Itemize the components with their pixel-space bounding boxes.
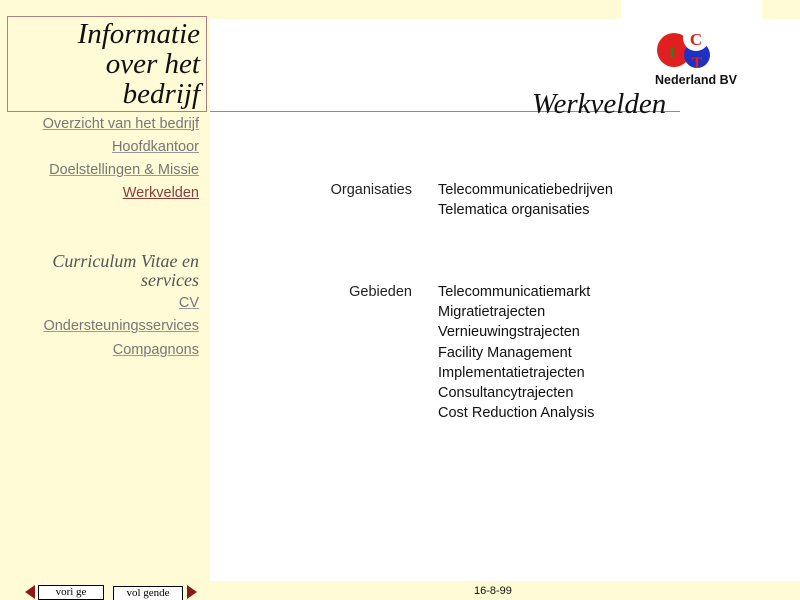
logo-company-name: Nederland BV — [655, 73, 737, 87]
section-title-line-2: over het — [105, 48, 200, 80]
list-item: Migratietrajecten — [438, 304, 546, 321]
list-item: Telematica organisaties — [438, 202, 590, 219]
nav-link-ondersteuningsservices[interactable]: Ondersteuningsservices — [43, 318, 199, 334]
section-title-line-1: Informatie — [77, 18, 200, 50]
section-title-line-3: bedrijf — [122, 78, 200, 110]
list-item: Telecommunicatiebedrijven — [438, 182, 613, 198]
nav-link-cv[interactable]: CV — [178, 295, 199, 311]
nav-link-doelstellingen[interactable]: Doelstellingen & Missie — [49, 162, 199, 178]
prev-button[interactable]: vori ge — [38, 585, 104, 600]
logo-letter-c: C — [689, 30, 703, 49]
next-button[interactable]: vol gende — [113, 586, 183, 600]
nav-link-compagnons[interactable]: Compagnons — [112, 342, 199, 358]
list-item: Telecommunicatiemarkt — [438, 284, 591, 300]
cv-heading — [52, 252, 199, 290]
section-label-organisaties: Organisaties — [330, 182, 412, 198]
prev-arrow-icon[interactable] — [25, 585, 35, 599]
page-title: Werkvelden — [532, 88, 667, 120]
nav-link-werkvelden[interactable]: Werkvelden — [122, 185, 199, 201]
organisaties-list — [438, 180, 613, 220]
logo-letter-t: T — [691, 55, 703, 72]
nav-link-hoofdkantoor[interactable]: Hoofdkantoor — [111, 139, 199, 155]
section-label-gebieden: Gebieden — [349, 284, 412, 300]
top-band-right — [762, 0, 800, 19]
list-item: Consultancytrajecten — [438, 385, 574, 402]
list-item: Vernieuwingstrajecten — [438, 324, 580, 341]
next-arrow-icon[interactable] — [187, 585, 197, 599]
logo-letter-i: I — [668, 43, 676, 62]
list-item: Implementatietrajecten — [438, 364, 585, 381]
cv-heading-line-1: Curriculum Vitae en — [52, 251, 199, 271]
company-logo — [646, 20, 750, 92]
cv-heading-line-2: services — [141, 270, 199, 290]
footer-date: 16-8-99 — [474, 585, 512, 597]
section-title-box — [7, 16, 207, 112]
list-item: Cost Reduction Analysis — [438, 405, 595, 422]
gebieden-list — [438, 282, 594, 423]
nav-link-overzicht[interactable]: Overzicht van het bedrijf — [42, 116, 199, 132]
list-item: Facility Management — [438, 344, 572, 361]
